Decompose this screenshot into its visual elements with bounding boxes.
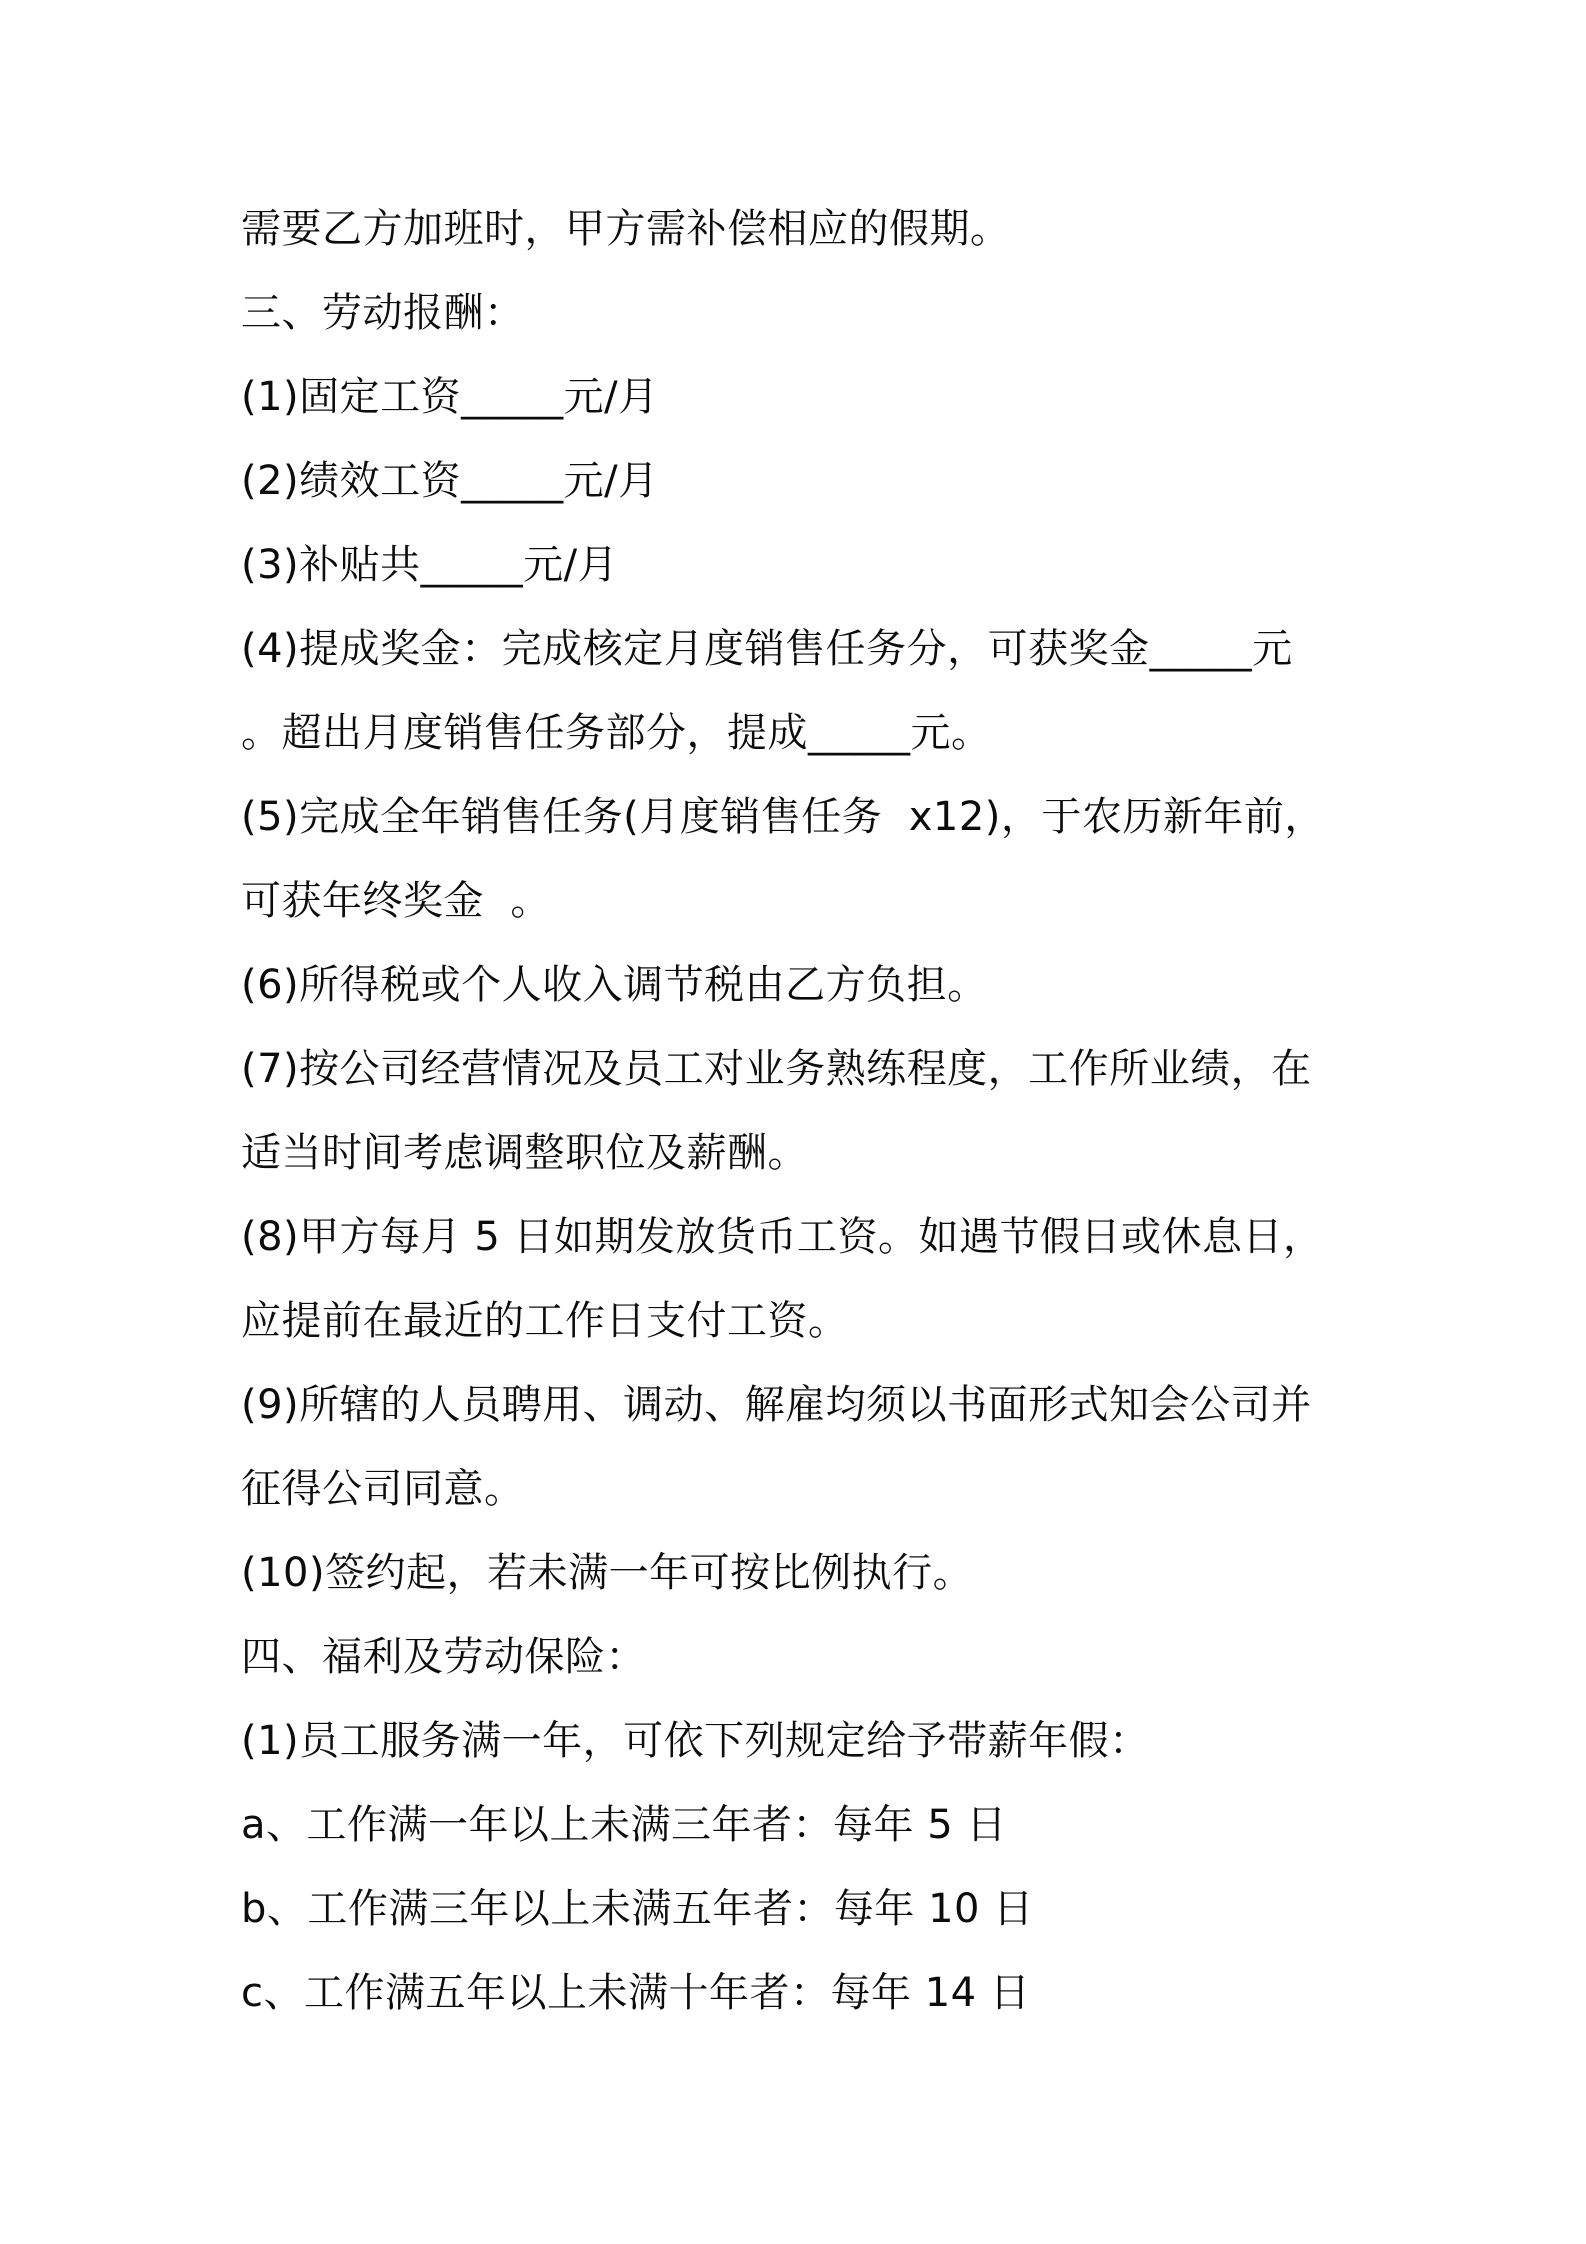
text-line: 适当时间考虑调整职位及薪酬。 xyxy=(241,1130,808,1176)
text-line: (6)所得税或个人收入调节税由乙方负担。 xyxy=(241,962,988,1008)
section-heading: 四、福利及劳动保险： xyxy=(241,1634,646,1680)
list-item: a、工作满一年以上未满三年者：每年 5 日 xyxy=(241,1802,1007,1848)
text-line: (4)提成奖金：完成核定月度销售任务分，可获奖金_____元 xyxy=(241,626,1293,672)
text-line: (5)完成全年销售任务(月度销售任务 x12)，于农历新年前， xyxy=(241,794,1325,840)
text-line: 征得公司同意。 xyxy=(241,1466,525,1512)
list-item: c、工作满五年以上未满十年者：每年 14 日 xyxy=(241,1970,1031,2016)
text-line: (1)固定工资_____元/月 xyxy=(241,374,659,420)
section-heading: 三、劳动报酬： xyxy=(241,290,525,336)
text-line: (8)甲方每月 5 日如期发放货币工资。如遇节假日或休息日， xyxy=(241,1214,1324,1260)
document-body xyxy=(241,187,1361,2035)
text-line: 可获年终奖金 。 xyxy=(241,878,551,924)
text-line: 应提前在最近的工作日支付工资。 xyxy=(241,1298,849,1344)
text-line: (1)员工服务满一年，可依下列规定给予带薪年假： xyxy=(241,1718,1150,1764)
text-line: 。超出月度销售任务部分，提成_____元。 xyxy=(241,710,992,756)
text-line: (3)补贴共_____元/月 xyxy=(241,542,619,588)
text-line: (2)绩效工资_____元/月 xyxy=(241,458,659,504)
text-line: (10)签约起，若未满一年可按比例执行。 xyxy=(241,1550,974,1596)
text-line: (9)所辖的人员聘用、调动、解雇均须以书面形式知会公司并 xyxy=(241,1382,1312,1428)
text-line: 需要乙方加班时，甲方需补偿相应的假期。 xyxy=(241,206,1011,252)
list-item: b、工作满三年以上未满五年者：每年 10 日 xyxy=(241,1886,1034,1932)
text-line: (7)按公司经营情况及员工对业务熟练程度，工作所业绩，在 xyxy=(241,1046,1312,1092)
